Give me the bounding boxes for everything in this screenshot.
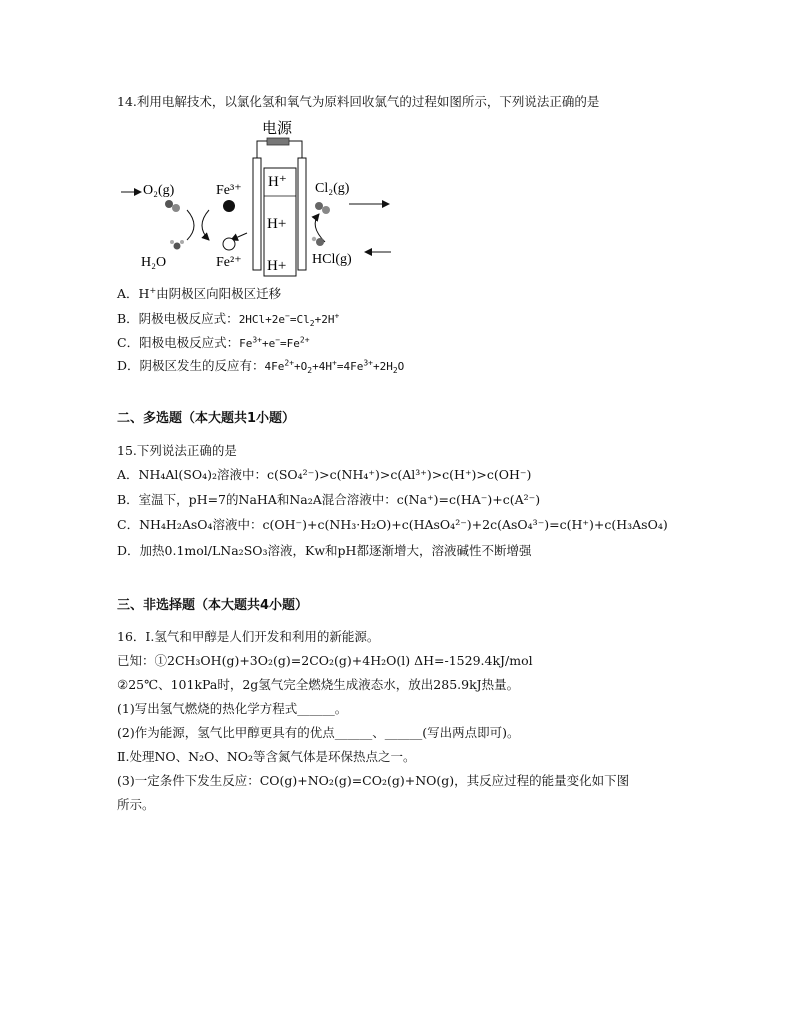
h-ion-bot: H+ — [267, 258, 287, 274]
q14-option-d: D．阴极区发生的反应有：$4Fe^{2+}+O_2+4H^+=4Fe^{3+}+2H_2O$ — [117, 358, 405, 376]
o2-molecule-icon — [165, 200, 173, 208]
q16-line-6: Ⅱ.处理NO、N₂O、NO₂等含氮气体是环保热点之一。 — [117, 749, 416, 764]
q16-line-7: (3)一定条件下发生反应：CO(g)+NO₂(g)=CO₂(g)+NO(g)，其反应过程的能量变化如下图 — [117, 773, 630, 788]
q16-line-1: 16．Ⅰ.氢气和甲醇是人们开发和利用的新能源。 — [117, 629, 380, 644]
fe3-label: Fe³⁺ — [216, 183, 242, 198]
h2o-label: H₂O — [141, 255, 167, 270]
q16-line-2: 已知：①2CH₃OH(g)+3O₂(g)=2CO₂(g)+4H₂O(l) ΔH=-1529.4kJ/mol — [117, 653, 533, 668]
cl2-molecule-icon — [315, 202, 323, 210]
section-3-title: 三、非选择题（本大题共4小题） — [117, 598, 309, 613]
cycle-arrow-right — [315, 214, 325, 242]
q15-option-d: D．加热0.1mol/LNa₂SO₃溶液，Kw和pH都逐渐增大，溶液碱性不断增强 — [117, 543, 532, 558]
q16-line-3: ②25℃、101kPa时，2g氢气完全燃烧生成液态水，放出285.9kJ热量。 — [117, 677, 520, 692]
q15-option-b: B．室温下，pH=7的NaHA和Na₂A混合溶液中：c(Na⁺)=c(HA⁻)+c(A²⁻) — [117, 492, 541, 507]
q14-stem: 14.利用电解技术，以氯化氢和氧气为原料回收氯气的过程如图所示，下列说法正确的是 — [117, 94, 600, 109]
section-2-title: 二、多选题（本大题共1小题） — [117, 411, 296, 426]
fe2-label: Fe²⁺ — [216, 255, 242, 270]
cl2-label: Cl₂(g) — [315, 181, 350, 196]
hcl-label: HCl(g) — [312, 252, 352, 267]
right-electrode — [298, 158, 306, 270]
h-ion-mid: H+ — [267, 216, 287, 232]
q15-stem: 15.下列说法正确的是 — [117, 443, 237, 458]
fe3-ion-icon — [223, 200, 235, 212]
power-label: 电源 — [262, 121, 293, 137]
electrolysis-diagram — [117, 118, 417, 278]
hcl-molecule-icon — [316, 238, 324, 246]
q14-option-b: B．阴极电极反应式：$2HCl+2e^-=Cl_2+2H^+$ — [117, 311, 340, 329]
q14-option-a: A．H+由阴极区向阳极区迁移 — [117, 285, 282, 301]
h2o-molecule-icon — [174, 243, 181, 250]
o2-label: O₂(g) — [143, 183, 175, 198]
fe2-ion-icon — [223, 238, 235, 250]
power-source-icon — [267, 138, 289, 145]
cycle-arrow-left-2 — [187, 210, 194, 240]
q15-option-a: A．NH₄Al(SO₄)₂溶液中：c(SO₄²⁻)>c(NH₄⁺)>c(Al³⁺)>c(H⁺)>c(OH⁻) — [117, 467, 532, 482]
q16-line-8: 所示。 — [117, 797, 155, 812]
h-ion-top: H⁺ — [268, 174, 287, 190]
q16-line-4: (1)写出氢气燃烧的热化学方程式______。 — [117, 701, 348, 716]
arrow-fe2-in — [231, 233, 247, 240]
q15-option-c: C．NH₄H₂AsO₄溶液中：c(OH⁻)+c(NH₃·H₂O)+c(HAsO₄²⁻)+2c(AsO₄³⁻)=c(H⁺)+c(H₃AsO₄) — [117, 517, 668, 532]
q16-line-5: (2)作为能源，氢气比甲醇更具有的优点______、______(写出两点即可)。 — [117, 725, 520, 740]
q14-option-c: C．阳极电极反应式：$Fe^{3+}+e^-=Fe^{2+}$ — [117, 335, 310, 350]
left-electrode — [253, 158, 261, 270]
cycle-arrow-left — [202, 210, 209, 240]
